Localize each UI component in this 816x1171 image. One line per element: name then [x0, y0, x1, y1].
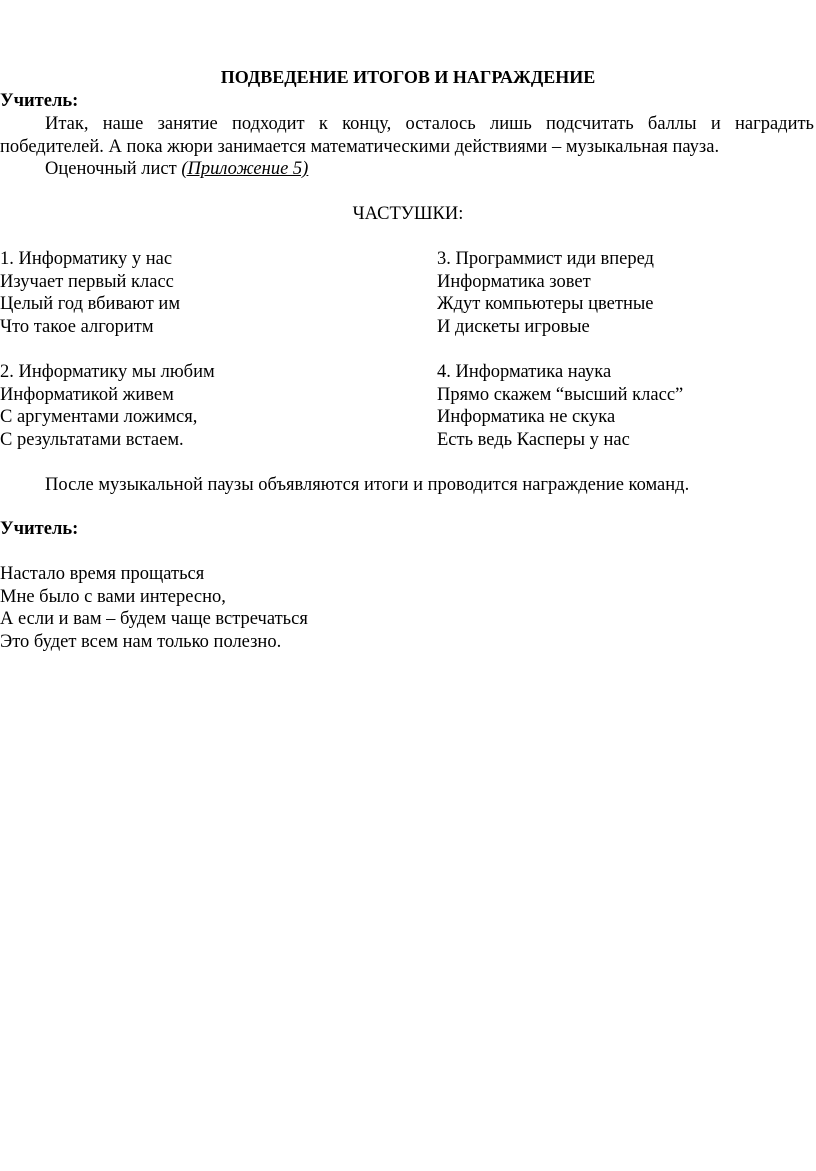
farewell-poem — [0, 563, 308, 653]
verse-line: И дискеты игровые — [437, 316, 590, 337]
verse-line: 3. Программист иди вперед — [437, 249, 654, 269]
verse-2 — [0, 361, 215, 451]
after-pause-paragraph: После музыкальной паузы объявляются итоги и проводится награждение команд. — [45, 475, 690, 495]
verse-line: Изучает первый класс — [0, 271, 174, 292]
verse-line: С результатами встаем. — [0, 429, 184, 450]
verse-line: Информатикой живем — [0, 384, 174, 405]
teacher-label: Учитель: — [0, 519, 79, 539]
verse-line: Что такое алгоритм — [0, 316, 154, 337]
intro-paragraph: Итак, наше занятие подходит к концу, осталось лишь подсчитать баллы и наградить победителей. А пока жюри занимается математическими действиями – музыкальная пауза. — [0, 114, 814, 157]
verse-line: 1. Информатику у нас — [0, 249, 173, 269]
poem-line: Это будет всем нам только полезно. — [0, 631, 282, 652]
page-title: ПОДВЕДЕНИЕ ИТОГОВ И НАГРАЖДЕНИЕ — [220, 67, 596, 87]
verse-line: 4. Информатика наука — [437, 362, 612, 382]
chastushki-heading: ЧАСТУШКИ: — [352, 204, 464, 224]
poem-line: А если и вам – будем чаще встречаться — [0, 609, 308, 629]
verse-1 — [0, 248, 180, 338]
evaluation-sheet-text: Оценочный лист — [45, 159, 182, 179]
verse-line: Прямо скажем “высший класс” — [437, 384, 684, 405]
verse-line: Информатика не скука — [437, 407, 616, 427]
verse-line: Есть ведь Касперы у нас — [437, 429, 630, 450]
verse-line: Ждут компьютеры цветные — [437, 294, 654, 314]
verse-3 — [437, 248, 654, 338]
verse-line: Целый год вбивают им — [0, 294, 181, 314]
verse-line: С аргументами ложимся, — [0, 407, 198, 427]
verse-4 — [437, 361, 683, 451]
evaluation-sheet-line — [45, 158, 308, 181]
poem-line: Настало время прощаться — [0, 564, 205, 584]
verse-line: Информатика зовет — [437, 271, 591, 292]
verse-line: 2. Информатику мы любим — [0, 362, 215, 382]
poem-line: Мне было с вами интересно, — [0, 586, 226, 607]
appendix-link[interactable]: (Приложение 5) — [181, 159, 309, 179]
teacher-label: Учитель: — [0, 91, 79, 111]
